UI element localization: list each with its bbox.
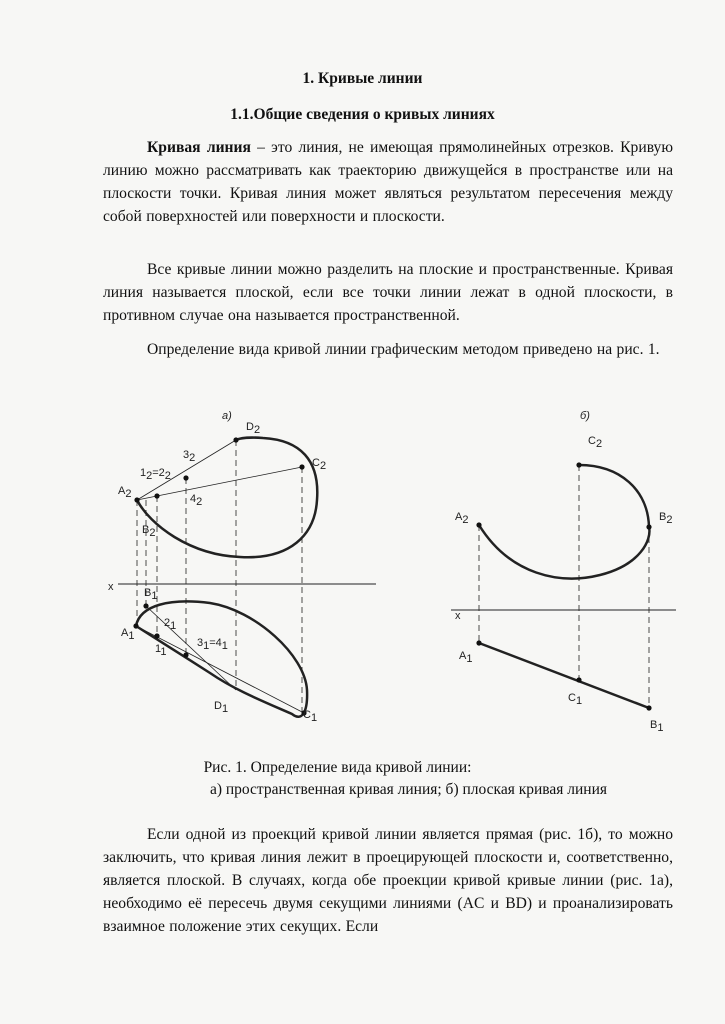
label-D1: D1 xyxy=(214,700,229,715)
label-D2: D2 xyxy=(246,421,261,436)
horizontal-projection-line-b xyxy=(479,643,649,708)
paragraph-method xyxy=(103,338,673,361)
label-C2: C2 xyxy=(312,457,327,472)
axis-label-x-a: x xyxy=(108,581,114,593)
label-C1: C1 xyxy=(303,709,318,724)
label-2-1: 21 xyxy=(164,617,177,632)
label-1-2-eq-2-2: 12=22 xyxy=(140,467,171,482)
label-4-2: 42 xyxy=(190,493,203,508)
projection-lines-a xyxy=(137,440,302,713)
frontal-projection-curve-b xyxy=(479,465,649,578)
label-b-C2: C2 xyxy=(588,435,603,450)
label-B1: B1 xyxy=(144,587,158,602)
figure-b xyxy=(451,462,676,710)
axis-label-x-b: x xyxy=(455,610,461,622)
label-b-B2: B2 xyxy=(659,511,673,526)
figure-a xyxy=(118,437,376,716)
labels-b xyxy=(455,410,672,734)
points-a xyxy=(133,437,306,715)
definition-text: – это линия, не имеющая прямолинейных отрезков. Кривую линию можно рассматривать как траекторию движущейся в пространстве или на плоскости точки. Кривая линия может являться результатом пересечения между собой поверхностей или поверхности и плоскости. xyxy=(103,139,673,225)
label-b-B1: B1 xyxy=(650,719,664,734)
secant-lines-a xyxy=(136,440,304,713)
figure-1 xyxy=(0,395,725,745)
label-3-1-eq-4-1: 31=41 xyxy=(197,637,228,652)
label-A1: A1 xyxy=(121,627,135,642)
figure-caption xyxy=(0,757,725,801)
points-b xyxy=(476,462,651,710)
subsection-heading: 1.1.Общие сведения о кривых линиях xyxy=(230,106,495,123)
label-a: а) xyxy=(222,410,232,422)
caption-line-2: а) пространственная кривая линия; б) плоская кривая линия xyxy=(209,781,608,798)
label-b: б) xyxy=(580,410,590,422)
method-text: Определение вида кривой линии графическим методом приведено на рис. 1. xyxy=(147,341,660,358)
classification-text: Все кривые линии можно разделить на плоские и пространственные. Кривая линия называется плоской, если все точки линии лежат в одной плоскости, в противном случае она называется пространственной. xyxy=(103,261,673,324)
paragraph-definition xyxy=(103,136,673,228)
label-A2: A2 xyxy=(118,485,132,500)
paragraph-classification xyxy=(103,258,673,327)
label-1-1: 11 xyxy=(155,643,167,658)
label-B2: B2 xyxy=(142,524,156,539)
term-curve-line: Кривая линия xyxy=(147,139,251,156)
label-3-2: 32 xyxy=(183,449,196,464)
analysis-text: Если одной из проекций кривой линии является прямая (рис. 1б), то можно заключить, что кривая линия лежит в проецирующей плоскости и, соответственно, является плоской. В случаях, когда обе проекции кривой кривые линии (рис. 1а), необходимо её пересечь двумя секущими линиями (AC и BD) и проанализировать взаимное положение этих секущих. Если xyxy=(103,826,673,935)
label-b-A1: A1 xyxy=(459,650,473,665)
frontal-projection-curve-a xyxy=(137,438,317,558)
section-heading: 1. Кривые линии xyxy=(302,70,423,87)
label-b-A2: A2 xyxy=(455,511,469,526)
label-b-C1: C1 xyxy=(568,692,583,707)
paragraph-analysis xyxy=(103,823,673,938)
caption-line-1: Рис. 1. Определение вида кривой линии: xyxy=(203,759,472,776)
projection-lines-b xyxy=(479,465,649,708)
